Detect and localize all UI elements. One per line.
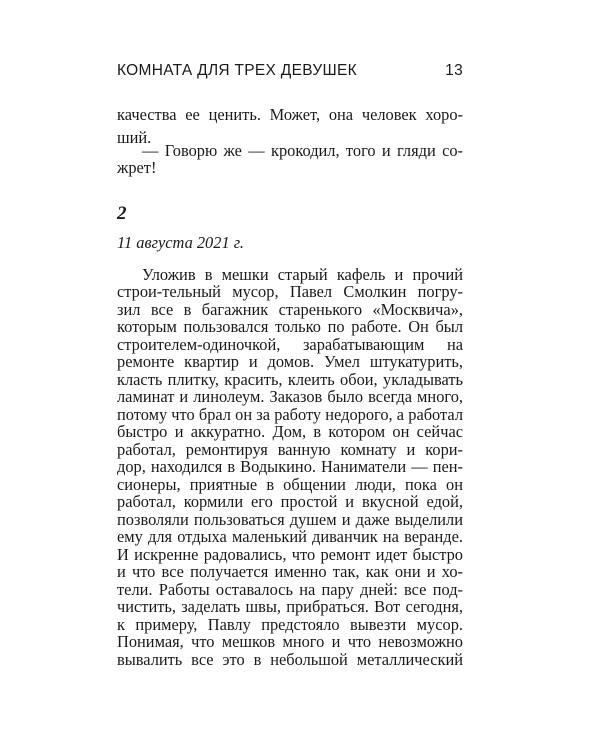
text-line: зил все в багажник старенького «Москвича», bbox=[117, 300, 463, 319]
text-line: к примеру, Павлу предстояло вывезти мусор. bbox=[117, 615, 463, 634]
chapter-number: 2 bbox=[117, 203, 127, 224]
running-title: КОМНАТА ДЛЯ ТРЕХ ДЕВУШЕК bbox=[117, 62, 357, 79]
text-line: строи-тельный мусор, Павел Смолкин погру- bbox=[117, 282, 463, 301]
text-line: работал, ремонтируя ванную комнату и кори- bbox=[117, 440, 463, 459]
text-line: чистить, заделать швы, прибраться. Вот сегодня, bbox=[117, 597, 463, 616]
text-line: ему для отдыха маленький диванчик на веранде. bbox=[117, 527, 463, 546]
text-line: жрет! bbox=[117, 158, 157, 177]
text-line: быстро и аккуратно. Дом, в котором он сейчас bbox=[117, 422, 463, 441]
text-line: работал, кормили его простой и вкусной едой, bbox=[117, 492, 463, 511]
text-line: позволяли пользоваться душем и даже выделили bbox=[117, 510, 463, 529]
text-line: ремонте квартир и домов. Умел штукатурить, bbox=[117, 352, 463, 371]
text-line: ший. bbox=[117, 128, 152, 147]
text-line: Понимая, что мешков много и что невозможно bbox=[117, 632, 463, 651]
text-line: потому что брал он за работу недорого, а работал bbox=[117, 405, 463, 424]
text-line: дор, находился в Водыкино. Наниматели — пен- bbox=[117, 457, 463, 476]
text-line: сионеры, приятные в общении люди, пока он bbox=[117, 475, 463, 494]
text-line: тели. Работы оставалось на пару дней: все под- bbox=[117, 580, 463, 599]
running-header bbox=[117, 62, 463, 80]
text-line: строителем-одиночкой, зарабатывающим на bbox=[117, 335, 463, 354]
text-line: которым пользовался только по работе. Он был bbox=[117, 317, 463, 336]
text-line: класть плитку, красить, клеить обои, укладывать bbox=[117, 370, 463, 389]
text-line: И искренне радовались, что ремонт идет быстро bbox=[117, 545, 463, 564]
text-line: качества ее ценить. Может, она человек хоро- bbox=[117, 105, 463, 124]
text-line: Уложив в мешки старый кафель и прочий bbox=[142, 265, 463, 284]
text-line: ламинат и линолеум. Заказов было всегда много, bbox=[117, 387, 463, 406]
chapter-date: 11 августа 2021 г. bbox=[117, 233, 245, 252]
text-line: и что все получается именно так, как они и хо- bbox=[117, 562, 463, 581]
page-number: 13 bbox=[445, 62, 463, 79]
text-line: — Говорю же — крокодил, того и гляди со- bbox=[142, 141, 463, 160]
text-line: вывалить все это в небольшой металлический bbox=[117, 650, 463, 669]
